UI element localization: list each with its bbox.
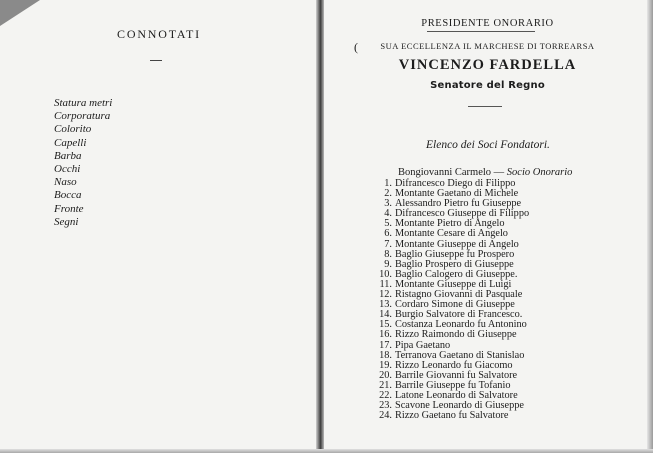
member-name: Costanza Leonardo fu Antonino	[395, 319, 527, 331]
member-name: Baglio Calogero di Giuseppe.	[395, 268, 518, 280]
president-subtitle: SUA ECCELLENZA IL MARCHESE DI TORREARSA	[380, 41, 595, 51]
trait-item: Capelli	[54, 136, 87, 149]
member-name: Baglio Prospero di Giuseppe	[395, 258, 514, 270]
trait-item: Occhi	[54, 163, 81, 176]
member-name: Pipa Gaetano	[395, 339, 451, 351]
member-number: 19.	[379, 359, 392, 371]
member-number: 13.	[379, 299, 392, 311]
member-number: 15.	[379, 319, 392, 331]
trait-item: Corporatura	[54, 110, 111, 123]
trait-item: Fronte	[54, 202, 84, 215]
heading-dash	[150, 60, 162, 61]
member-name: Ristagno Giovanni di Pasquale	[395, 289, 523, 301]
trait-item: Colorito	[54, 123, 92, 136]
member-row	[370, 411, 529, 421]
member-number: 4.	[384, 208, 392, 220]
president-role: Senatore del Regno	[430, 80, 545, 91]
traits-list	[54, 97, 112, 229]
trait-item: Barba	[54, 149, 82, 162]
member-number: 8.	[384, 248, 392, 260]
member-number: 3.	[384, 198, 392, 210]
member-number: 16.	[379, 329, 392, 341]
member-name: Latone Leonardo di Salvatore	[395, 389, 518, 401]
president-name: VINCENZO FARDELLA	[398, 57, 577, 73]
member-number: 22.	[379, 389, 392, 401]
member-number: 17.	[379, 339, 392, 351]
member-name: Terranova Gaetano di Stanislao	[395, 349, 525, 361]
connotati-heading: CONNOTATI	[117, 27, 201, 41]
page-edge-bottom	[0, 449, 653, 453]
member-number: 11.	[379, 278, 392, 290]
member-name: Cordaro Simone di Giuseppe	[395, 299, 515, 311]
member-number: 7.	[384, 238, 392, 250]
member-name: Rizzo Raimondo di Giuseppe	[395, 329, 517, 341]
president-title: PRESIDENTE ONORARIO	[421, 18, 554, 29]
member-name: Montante Pietro di Angelo	[395, 218, 505, 230]
honorary-member-name: Bongiovanni Carmelo —	[398, 167, 505, 178]
member-name: Barrile Giovanni fu Salvatore	[395, 369, 518, 381]
member-name: Montante Cesare di Angelo	[395, 228, 508, 240]
member-number: 24.	[379, 410, 392, 422]
member-number: 10.	[379, 268, 392, 280]
member-number: 5.	[384, 218, 392, 230]
left-page	[0, 0, 318, 453]
title-underline	[427, 31, 535, 32]
member-name: Alessandro Pietro fu Giuseppe	[395, 198, 522, 210]
member-name: Difrancesco Diego di Filippo	[395, 178, 516, 189]
founders-title: Elenco dei Soci Fondatori.	[426, 139, 550, 151]
honorary-member	[398, 167, 572, 178]
member-number: 23.	[379, 400, 392, 412]
member-name: Montante Giuseppe di Angelo	[395, 238, 519, 250]
member-number: 6.	[384, 228, 392, 240]
member-name: Rizzo Leonardo fu Giacomo	[395, 359, 513, 371]
member-name: Montante Gaetano di Michele	[395, 188, 519, 200]
member-name: Rizzo Gaetano fu Salvatore	[395, 410, 509, 422]
left-bracket-mark: (	[354, 40, 358, 54]
member-number: 20.	[379, 369, 392, 381]
member-number: 14.	[379, 309, 392, 321]
trait-item: Segni	[54, 215, 79, 228]
honorary-member-role: Socio Onorario	[506, 167, 573, 178]
trait-item: Bocca	[54, 189, 82, 202]
member-name: Barrile Giuseppe fu Tofanio	[395, 379, 511, 391]
member-number: 1.	[384, 178, 392, 189]
members-list	[370, 179, 529, 421]
member-name: Baglio Giuseppe fu Prospero	[395, 248, 515, 260]
member-number: 12.	[379, 289, 392, 301]
member-name: Scavone Leonardo di Giuseppe	[395, 400, 524, 412]
member-number: 21.	[379, 379, 392, 391]
member-number: 18.	[379, 349, 392, 361]
member-number: 2.	[384, 188, 392, 200]
trait-item: Naso	[54, 176, 77, 189]
trait-item: Statura metri	[54, 97, 113, 109]
section-divider	[468, 106, 502, 107]
member-name: Burgio Salvatore di Francesco.	[395, 309, 523, 321]
member-name: Difrancesco Giuseppe di Filippo	[395, 208, 530, 220]
folded-corner	[0, 0, 40, 26]
member-name: Montante Giuseppe di Luigi	[395, 278, 512, 290]
member-number: 9.	[384, 258, 392, 270]
